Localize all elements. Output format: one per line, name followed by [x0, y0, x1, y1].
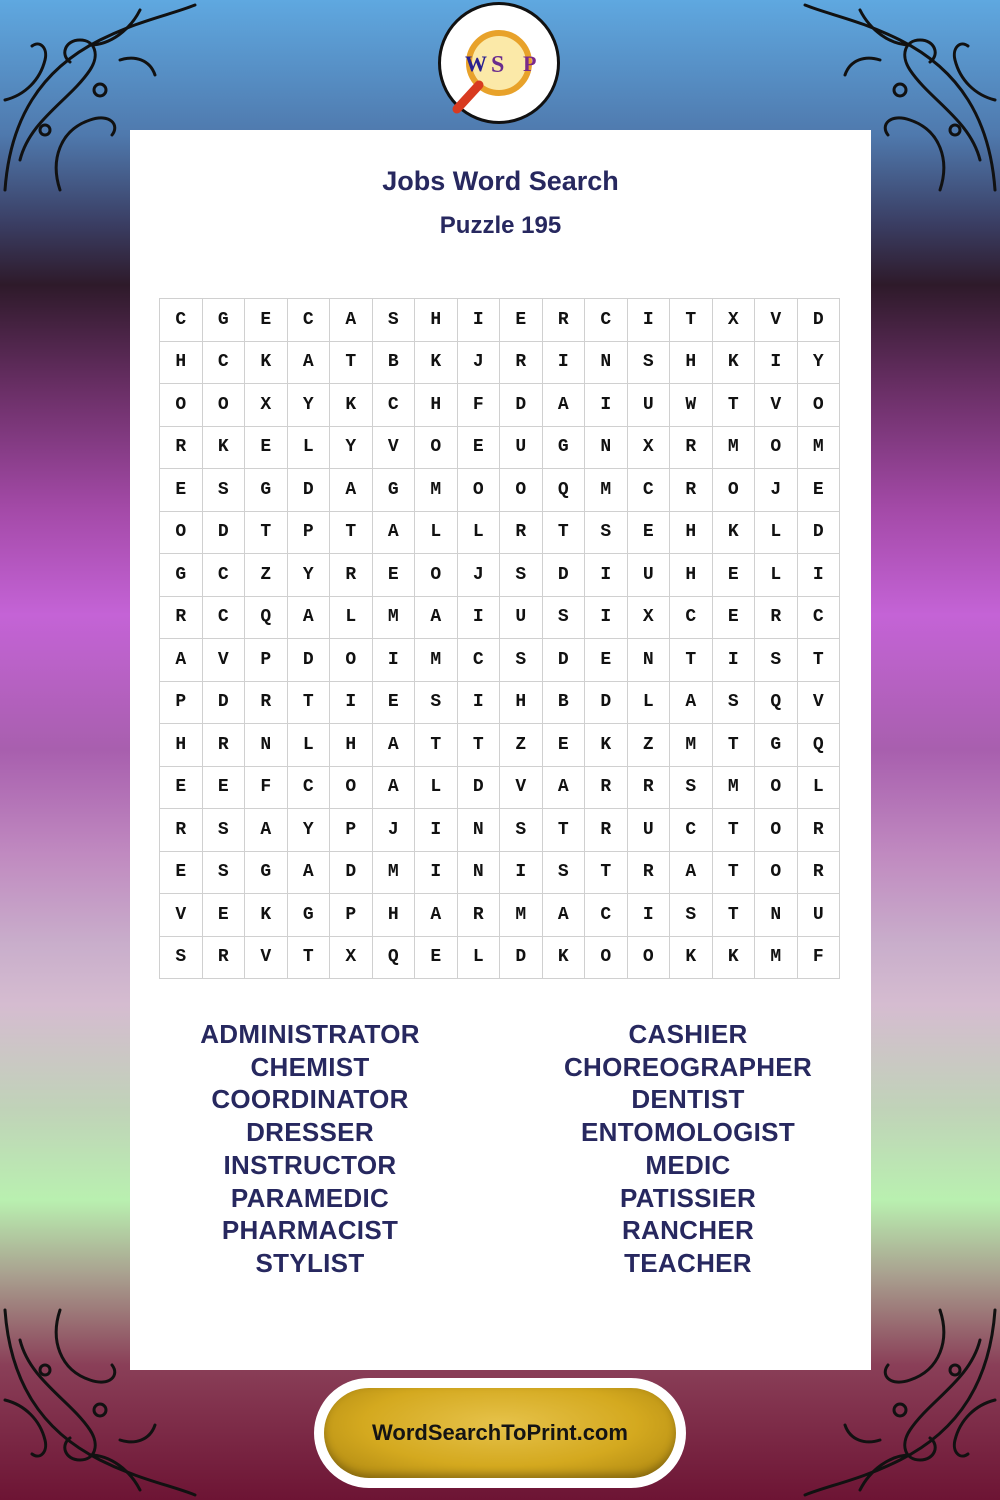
grid-cell[interactable]: N: [245, 724, 288, 767]
grid-cell[interactable]: R: [160, 597, 203, 640]
grid-cell[interactable]: K: [585, 724, 628, 767]
grid-cell[interactable]: T: [245, 512, 288, 555]
grid-cell[interactable]: P: [288, 512, 331, 555]
footer-banner[interactable]: [324, 1388, 676, 1478]
grid-cell[interactable]: G: [245, 852, 288, 895]
grid-cell[interactable]: L: [288, 724, 331, 767]
grid-cell[interactable]: B: [373, 342, 416, 385]
grid-cell[interactable]: S: [500, 554, 543, 597]
grid-cell[interactable]: C: [628, 469, 671, 512]
grid-cell[interactable]: K: [330, 384, 373, 427]
grid-cell[interactable]: R: [203, 937, 246, 980]
page-title: Jobs Word Search: [382, 166, 619, 196]
grid-cell[interactable]: M: [415, 469, 458, 512]
grid-cell[interactable]: L: [458, 512, 501, 555]
grid-cell[interactable]: S: [755, 639, 798, 682]
grid-cell[interactable]: K: [713, 937, 756, 980]
grid-cell[interactable]: U: [500, 597, 543, 640]
grid-cell[interactable]: T: [713, 809, 756, 852]
grid-cell[interactable]: A: [373, 512, 416, 555]
word-list-item: DENTIST: [631, 1084, 745, 1115]
grid-cell[interactable]: N: [585, 427, 628, 470]
grid-cell[interactable]: R: [628, 852, 671, 895]
letter-grid: [159, 298, 840, 979]
grid-cell[interactable]: A: [288, 852, 331, 895]
footer-site-link[interactable]: WordSearchToPrint.com: [372, 1420, 628, 1445]
grid-cell[interactable]: E: [458, 427, 501, 470]
grid-cell[interactable]: D: [500, 937, 543, 980]
grid-cell[interactable]: Z: [245, 554, 288, 597]
grid-cell[interactable]: T: [543, 809, 586, 852]
grid-cell[interactable]: I: [458, 597, 501, 640]
word-list-item: TEACHER: [624, 1247, 752, 1278]
grid-cell[interactable]: T: [670, 299, 713, 342]
grid-cell[interactable]: K: [670, 937, 713, 980]
grid-cell[interactable]: T: [713, 384, 756, 427]
grid-cell[interactable]: P: [245, 639, 288, 682]
grid-cell[interactable]: O: [458, 469, 501, 512]
grid-cell[interactable]: N: [755, 894, 798, 937]
grid-cell[interactable]: V: [245, 937, 288, 980]
grid-cell[interactable]: H: [330, 724, 373, 767]
grid-cell[interactable]: L: [755, 554, 798, 597]
grid-cell[interactable]: I: [415, 852, 458, 895]
grid-cell[interactable]: G: [160, 554, 203, 597]
grid-cell[interactable]: R: [330, 554, 373, 597]
word-list-item: INSTRUCTOR: [223, 1149, 397, 1180]
grid-cell[interactable]: S: [500, 809, 543, 852]
word-list-item: MEDIC: [645, 1149, 731, 1180]
grid-cell[interactable]: D: [798, 299, 841, 342]
grid-cell[interactable]: C: [203, 342, 246, 385]
grid-cell[interactable]: E: [585, 639, 628, 682]
grid-cell[interactable]: I: [330, 682, 373, 725]
grid-cell[interactable]: K: [713, 512, 756, 555]
grid-cell[interactable]: I: [713, 639, 756, 682]
grid-cell[interactable]: C: [288, 299, 331, 342]
grid-cell[interactable]: B: [543, 682, 586, 725]
grid-cell[interactable]: R: [585, 809, 628, 852]
grid-cell[interactable]: V: [203, 639, 246, 682]
grid-cell[interactable]: X: [245, 384, 288, 427]
grid-cell[interactable]: D: [543, 639, 586, 682]
footer-banner-frame: [314, 1378, 686, 1488]
grid-cell[interactable]: H: [670, 554, 713, 597]
grid-cell[interactable]: S: [713, 682, 756, 725]
grid-cell[interactable]: T: [713, 894, 756, 937]
grid-cell[interactable]: U: [628, 384, 671, 427]
grid-cell[interactable]: P: [330, 894, 373, 937]
word-list-item: PHARMACIST: [221, 1215, 399, 1246]
grid-cell[interactable]: O: [585, 937, 628, 980]
grid-cell[interactable]: L: [415, 512, 458, 555]
grid-cell[interactable]: O: [160, 384, 203, 427]
grid-cell[interactable]: J: [755, 469, 798, 512]
logo-letter-p: P: [523, 51, 537, 76]
grid-cell[interactable]: T: [713, 724, 756, 767]
grid-cell[interactable]: I: [628, 894, 671, 937]
grid-cell[interactable]: M: [373, 597, 416, 640]
grid-cell[interactable]: A: [330, 299, 373, 342]
grid-cell[interactable]: G: [203, 299, 246, 342]
grid-cell[interactable]: N: [585, 342, 628, 385]
grid-cell[interactable]: D: [458, 767, 501, 810]
grid-cell[interactable]: O: [330, 639, 373, 682]
grid-cell[interactable]: I: [373, 639, 416, 682]
grid-cell[interactable]: K: [245, 342, 288, 385]
grid-cell[interactable]: T: [288, 937, 331, 980]
grid-cell[interactable]: C: [160, 299, 203, 342]
grid-cell[interactable]: C: [288, 767, 331, 810]
grid-cell[interactable]: M: [500, 894, 543, 937]
grid-cell[interactable]: D: [585, 682, 628, 725]
grid-cell[interactable]: O: [628, 937, 671, 980]
grid-cell[interactable]: V: [798, 682, 841, 725]
grid-cell[interactable]: E: [628, 512, 671, 555]
grid-cell[interactable]: R: [458, 894, 501, 937]
word-list-item: ADMINISTRATOR: [200, 1019, 420, 1049]
grid-cell[interactable]: I: [458, 682, 501, 725]
logo-letter-s: S: [491, 52, 505, 78]
grid-cell[interactable]: R: [543, 299, 586, 342]
grid-cell[interactable]: M: [755, 937, 798, 980]
grid-cell[interactable]: H: [160, 724, 203, 767]
grid-cell[interactable]: Y: [798, 342, 841, 385]
grid-cell[interactable]: A: [373, 767, 416, 810]
grid-cell[interactable]: A: [415, 894, 458, 937]
grid-cell[interactable]: H: [415, 299, 458, 342]
grid-cell[interactable]: V: [373, 427, 416, 470]
grid-cell[interactable]: S: [670, 767, 713, 810]
grid-cell[interactable]: Y: [288, 384, 331, 427]
grid-cell[interactable]: E: [203, 767, 246, 810]
grid-cell[interactable]: O: [755, 767, 798, 810]
grid-cell[interactable]: S: [670, 894, 713, 937]
grid-cell[interactable]: O: [160, 512, 203, 555]
grid-cell[interactable]: G: [245, 469, 288, 512]
grid-cell[interactable]: O: [755, 427, 798, 470]
grid-cell[interactable]: E: [203, 894, 246, 937]
grid-cell[interactable]: S: [543, 597, 586, 640]
grid-cell[interactable]: D: [203, 682, 246, 725]
grid-cell[interactable]: T: [670, 639, 713, 682]
grid-cell[interactable]: T: [543, 512, 586, 555]
grid-cell[interactable]: Q: [373, 937, 416, 980]
grid-cell[interactable]: I: [798, 554, 841, 597]
grid-cell[interactable]: C: [670, 809, 713, 852]
grid-cell[interactable]: E: [415, 937, 458, 980]
grid-cell[interactable]: J: [458, 342, 501, 385]
grid-cell[interactable]: S: [203, 809, 246, 852]
grid-cell[interactable]: O: [755, 852, 798, 895]
grid-cell[interactable]: J: [458, 554, 501, 597]
grid-cell[interactable]: C: [585, 894, 628, 937]
grid-cell[interactable]: D: [543, 554, 586, 597]
grid-cell[interactable]: O: [415, 554, 458, 597]
grid-cell[interactable]: F: [458, 384, 501, 427]
grid-cell[interactable]: H: [415, 384, 458, 427]
grid-cell[interactable]: R: [670, 427, 713, 470]
grid-cell[interactable]: A: [670, 682, 713, 725]
grid-cell[interactable]: S: [160, 937, 203, 980]
grid-cell[interactable]: O: [203, 384, 246, 427]
grid-cell[interactable]: C: [373, 384, 416, 427]
grid-cell[interactable]: C: [585, 299, 628, 342]
grid-cell[interactable]: E: [160, 469, 203, 512]
grid-cell[interactable]: P: [160, 682, 203, 725]
grid-cell[interactable]: N: [628, 639, 671, 682]
grid-cell[interactable]: D: [288, 639, 331, 682]
grid-cell[interactable]: G: [755, 724, 798, 767]
grid-cell[interactable]: R: [245, 682, 288, 725]
grid-cell[interactable]: N: [458, 809, 501, 852]
word-list-item: PARAMEDIC: [230, 1182, 390, 1213]
grid-cell[interactable]: K: [203, 427, 246, 470]
grid-cell[interactable]: D: [798, 512, 841, 555]
grid-cell[interactable]: A: [288, 342, 331, 385]
grid-cell[interactable]: Q: [798, 724, 841, 767]
grid-cell[interactable]: E: [245, 427, 288, 470]
grid-cell[interactable]: U: [628, 554, 671, 597]
grid-cell[interactable]: E: [500, 299, 543, 342]
grid-cell[interactable]: E: [713, 597, 756, 640]
grid-cell[interactable]: A: [373, 724, 416, 767]
grid-cell[interactable]: I: [458, 299, 501, 342]
grid-cell[interactable]: C: [203, 554, 246, 597]
grid-cell[interactable]: R: [798, 852, 841, 895]
grid-cell[interactable]: H: [670, 512, 713, 555]
grid-cell[interactable]: X: [713, 299, 756, 342]
grid-cell[interactable]: H: [670, 342, 713, 385]
grid-cell[interactable]: S: [628, 342, 671, 385]
word-list-left-column: [130, 1018, 490, 1280]
grid-cell[interactable]: C: [458, 639, 501, 682]
grid-cell[interactable]: S: [585, 512, 628, 555]
grid-cell[interactable]: R: [755, 597, 798, 640]
grid-cell[interactable]: M: [713, 767, 756, 810]
grid-cell[interactable]: M: [798, 427, 841, 470]
grid-cell[interactable]: X: [628, 597, 671, 640]
grid-cell[interactable]: T: [330, 512, 373, 555]
grid-cell[interactable]: T: [798, 639, 841, 682]
grid-cell[interactable]: R: [798, 809, 841, 852]
grid-cell[interactable]: O: [755, 809, 798, 852]
grid-cell[interactable]: A: [330, 469, 373, 512]
word-list-item: CHEMIST: [250, 1051, 370, 1082]
grid-cell[interactable]: E: [543, 724, 586, 767]
grid-cell[interactable]: T: [713, 852, 756, 895]
grid-cell[interactable]: S: [203, 852, 246, 895]
site-logo[interactable]: [438, 2, 560, 124]
grid-cell[interactable]: K: [245, 894, 288, 937]
grid-cell[interactable]: A: [543, 384, 586, 427]
word-list-item: COORDINATOR: [211, 1084, 409, 1115]
grid-cell[interactable]: U: [500, 427, 543, 470]
word-list-item: ENTOMOLOGIST: [580, 1117, 795, 1148]
grid-cell[interactable]: T: [288, 682, 331, 725]
grid-cell[interactable]: R: [670, 469, 713, 512]
grid-cell[interactable]: O: [330, 767, 373, 810]
grid-cell[interactable]: M: [713, 427, 756, 470]
grid-cell[interactable]: T: [458, 724, 501, 767]
grid-cell[interactable]: Q: [543, 469, 586, 512]
grid-cell[interactable]: T: [330, 342, 373, 385]
grid-cell[interactable]: D: [330, 852, 373, 895]
grid-cell[interactable]: L: [288, 427, 331, 470]
grid-cell[interactable]: L: [798, 767, 841, 810]
grid-cell[interactable]: D: [203, 512, 246, 555]
grid-cell[interactable]: H: [500, 682, 543, 725]
grid-cell[interactable]: S: [543, 852, 586, 895]
grid-cell[interactable]: K: [543, 937, 586, 980]
grid-cell[interactable]: E: [245, 299, 288, 342]
grid-cell[interactable]: E: [160, 767, 203, 810]
grid-cell[interactable]: L: [458, 937, 501, 980]
grid-cell[interactable]: R: [500, 512, 543, 555]
grid-cell[interactable]: G: [288, 894, 331, 937]
grid-cell[interactable]: S: [415, 682, 458, 725]
grid-cell[interactable]: U: [798, 894, 841, 937]
grid-cell[interactable]: V: [160, 894, 203, 937]
grid-cell[interactable]: I: [415, 809, 458, 852]
word-list-item: PATISSIER: [619, 1182, 757, 1213]
grid-cell[interactable]: Z: [628, 724, 671, 767]
grid-cell[interactable]: L: [330, 597, 373, 640]
grid-cell[interactable]: G: [373, 469, 416, 512]
grid-cell[interactable]: O: [415, 427, 458, 470]
grid-cell[interactable]: E: [373, 682, 416, 725]
word-list: [130, 1018, 871, 1288]
grid-cell[interactable]: M: [373, 852, 416, 895]
grid-cell[interactable]: O: [798, 384, 841, 427]
word-list-item: CHOREOGRAPHER: [563, 1051, 813, 1082]
grid-cell[interactable]: C: [798, 597, 841, 640]
grid-cell[interactable]: E: [798, 469, 841, 512]
puzzle-number: Puzzle 195: [439, 212, 562, 239]
grid-cell[interactable]: Z: [500, 724, 543, 767]
grid-cell[interactable]: G: [543, 427, 586, 470]
grid-cell[interactable]: L: [628, 682, 671, 725]
grid-cell[interactable]: D: [500, 384, 543, 427]
grid-cell[interactable]: F: [798, 937, 841, 980]
grid-cell[interactable]: Y: [288, 809, 331, 852]
grid-cell[interactable]: X: [330, 937, 373, 980]
grid-cell[interactable]: T: [415, 724, 458, 767]
grid-cell[interactable]: R: [585, 767, 628, 810]
grid-cell[interactable]: R: [628, 767, 671, 810]
grid-cell[interactable]: X: [628, 427, 671, 470]
grid-cell[interactable]: P: [330, 809, 373, 852]
grid-cell[interactable]: A: [245, 809, 288, 852]
grid-cell[interactable]: D: [288, 469, 331, 512]
grid-cell[interactable]: M: [415, 639, 458, 682]
grid-cell[interactable]: A: [288, 597, 331, 640]
grid-cell[interactable]: I: [628, 299, 671, 342]
grid-cell[interactable]: F: [245, 767, 288, 810]
grid-cell[interactable]: V: [755, 384, 798, 427]
grid-cell[interactable]: A: [543, 894, 586, 937]
grid-cell[interactable]: I: [500, 852, 543, 895]
grid-cell[interactable]: V: [500, 767, 543, 810]
grid-cell[interactable]: A: [415, 597, 458, 640]
grid-cell[interactable]: I: [585, 554, 628, 597]
grid-cell[interactable]: I: [585, 597, 628, 640]
grid-cell[interactable]: Q: [755, 682, 798, 725]
grid-cell[interactable]: N: [458, 852, 501, 895]
grid-cell[interactable]: A: [160, 639, 203, 682]
grid-cell[interactable]: V: [755, 299, 798, 342]
grid-cell[interactable]: S: [203, 469, 246, 512]
grid-cell[interactable]: R: [203, 724, 246, 767]
grid-cell[interactable]: E: [373, 554, 416, 597]
grid-cell[interactable]: T: [585, 852, 628, 895]
grid-cell[interactable]: I: [585, 384, 628, 427]
grid-cell[interactable]: C: [203, 597, 246, 640]
grid-cell[interactable]: A: [670, 852, 713, 895]
grid-cell[interactable]: M: [670, 724, 713, 767]
grid-cell[interactable]: C: [670, 597, 713, 640]
word-list-item: RANCHER: [621, 1215, 755, 1246]
grid-cell[interactable]: L: [415, 767, 458, 810]
grid-cell[interactable]: L: [755, 512, 798, 555]
grid-cell[interactable]: H: [373, 894, 416, 937]
grid-cell[interactable]: E: [713, 554, 756, 597]
grid-cell[interactable]: I: [755, 342, 798, 385]
grid-cell[interactable]: Q: [245, 597, 288, 640]
grid-cell[interactable]: J: [373, 809, 416, 852]
logo-letter-w: W: [465, 51, 487, 76]
word-list-right-column: [508, 1018, 868, 1280]
grid-cell[interactable]: S: [500, 639, 543, 682]
grid-cell[interactable]: R: [160, 427, 203, 470]
grid-cell[interactable]: R: [500, 342, 543, 385]
grid-cell[interactable]: O: [500, 469, 543, 512]
grid-cell[interactable]: M: [585, 469, 628, 512]
grid-cell[interactable]: A: [543, 767, 586, 810]
puzzle-card: [130, 130, 871, 1370]
grid-cell[interactable]: W: [670, 384, 713, 427]
grid-cell[interactable]: I: [543, 342, 586, 385]
grid-cell[interactable]: S: [373, 299, 416, 342]
grid-cell[interactable]: Y: [330, 427, 373, 470]
grid-cell[interactable]: R: [160, 809, 203, 852]
grid-cell[interactable]: H: [160, 342, 203, 385]
grid-cell[interactable]: U: [628, 809, 671, 852]
grid-cell[interactable]: O: [713, 469, 756, 512]
word-list-item: DRESSER: [246, 1117, 374, 1148]
grid-cell[interactable]: K: [713, 342, 756, 385]
word-list-item: STYLIST: [255, 1247, 365, 1278]
grid-cell[interactable]: K: [415, 342, 458, 385]
word-list-item: CASHIER: [628, 1019, 748, 1049]
grid-cell[interactable]: Y: [288, 554, 331, 597]
grid-cell[interactable]: E: [160, 852, 203, 895]
